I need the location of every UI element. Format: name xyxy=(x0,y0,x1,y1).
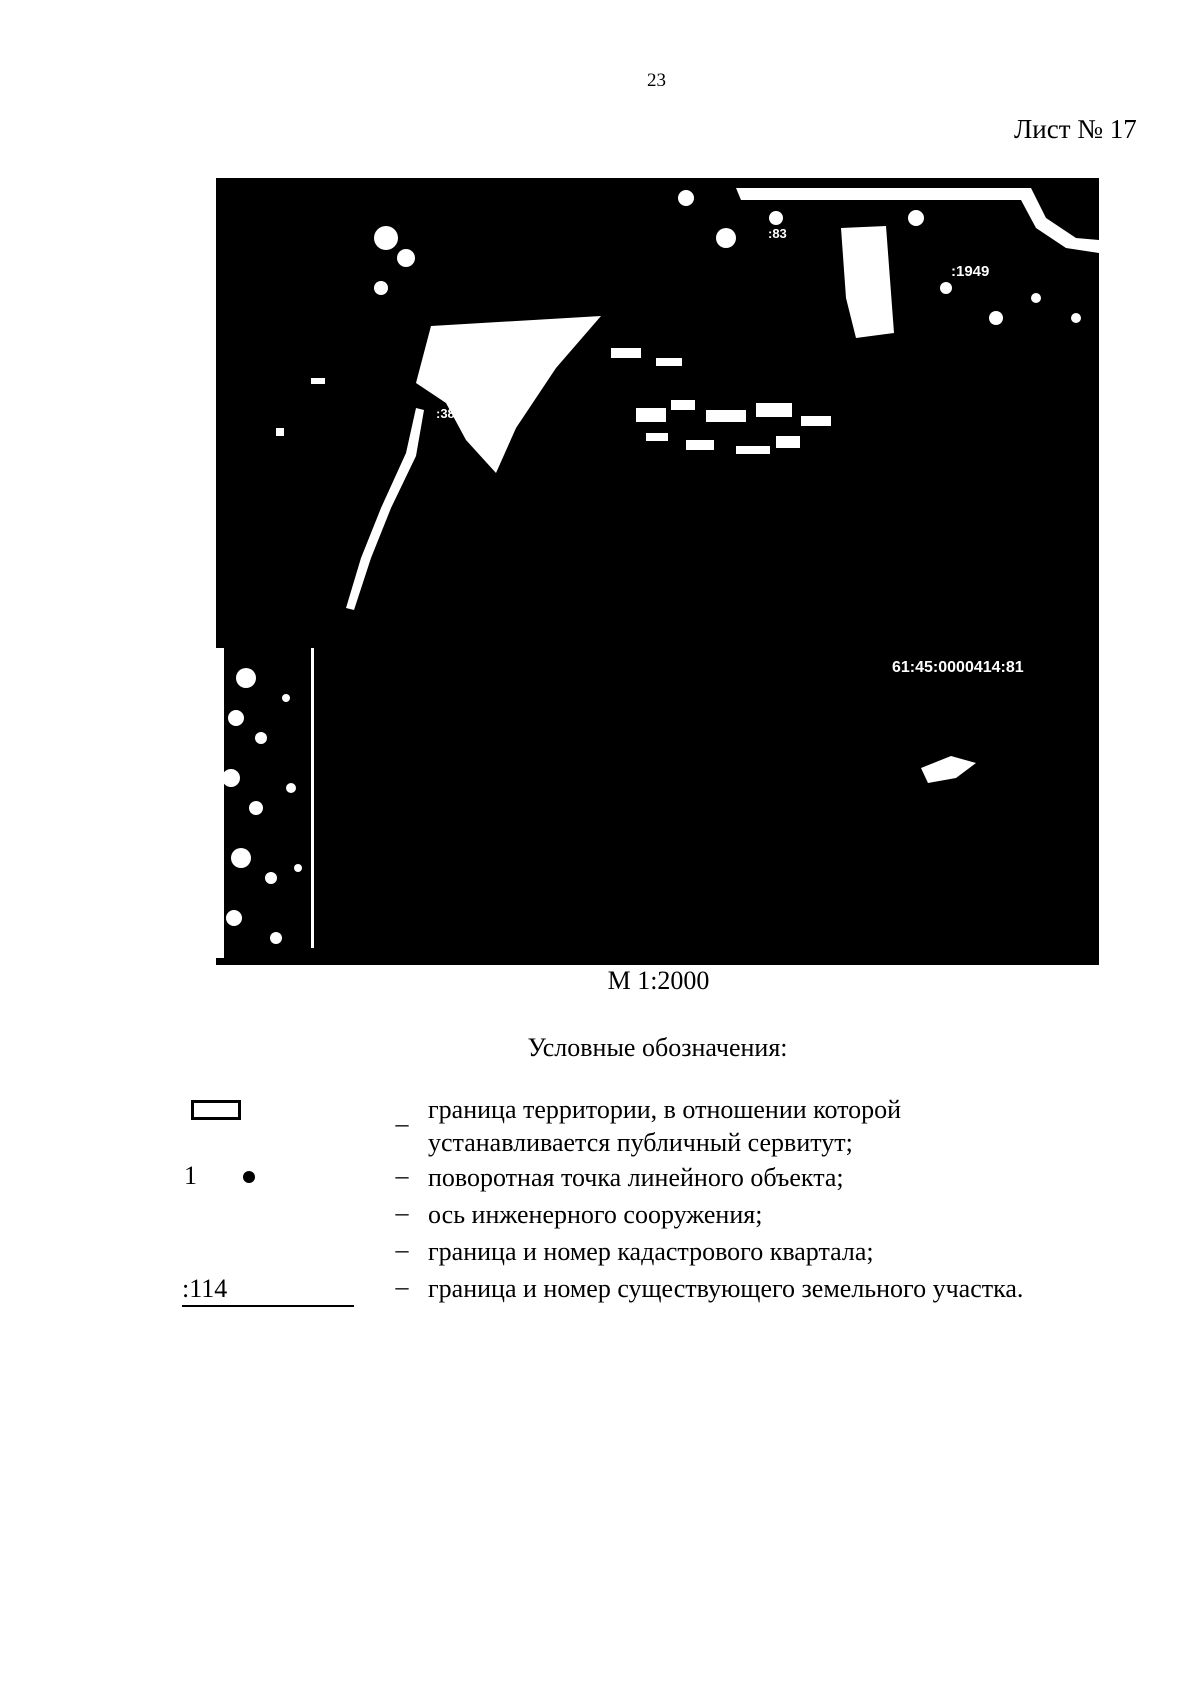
satellite-map xyxy=(216,178,1099,965)
boundary-rectangle-icon xyxy=(191,1100,241,1120)
legend-dash: – xyxy=(395,1272,409,1301)
legend-text: граница территории, в отношении которой xyxy=(428,1095,902,1124)
map-scale: М 1:2000 xyxy=(607,966,710,995)
legend-text: поворотная точка линейного объекта; xyxy=(428,1163,844,1192)
map-label: :38 xyxy=(436,406,455,421)
legend-text: граница и номер кадастрового квартала; xyxy=(428,1237,874,1266)
legend-text: ось инженерного сооружения; xyxy=(428,1200,763,1229)
point-number: 1 xyxy=(184,1161,197,1190)
sheet-label: Лист № 17 xyxy=(1014,114,1137,144)
parcel-number: :114 xyxy=(182,1272,354,1307)
legend-dash: – xyxy=(395,1161,409,1190)
legend-text: устанавливается публичный сервитут; xyxy=(428,1128,853,1157)
page-number: 23 xyxy=(647,70,666,91)
legend-dash: – xyxy=(395,1235,409,1264)
map-label: :1949 xyxy=(951,263,990,280)
map-image xyxy=(216,178,1099,965)
legend-dash: – xyxy=(395,1109,409,1138)
legend-title: Условные обозначения: xyxy=(527,1033,788,1062)
legend-text: граница и номер существующего земельного участка. xyxy=(428,1274,1024,1303)
map-label: 61:45:0000414:81 xyxy=(892,659,1024,676)
turning-point-dot-icon xyxy=(243,1171,255,1183)
legend-dash: – xyxy=(395,1198,409,1227)
map-label: :83 xyxy=(768,226,787,241)
